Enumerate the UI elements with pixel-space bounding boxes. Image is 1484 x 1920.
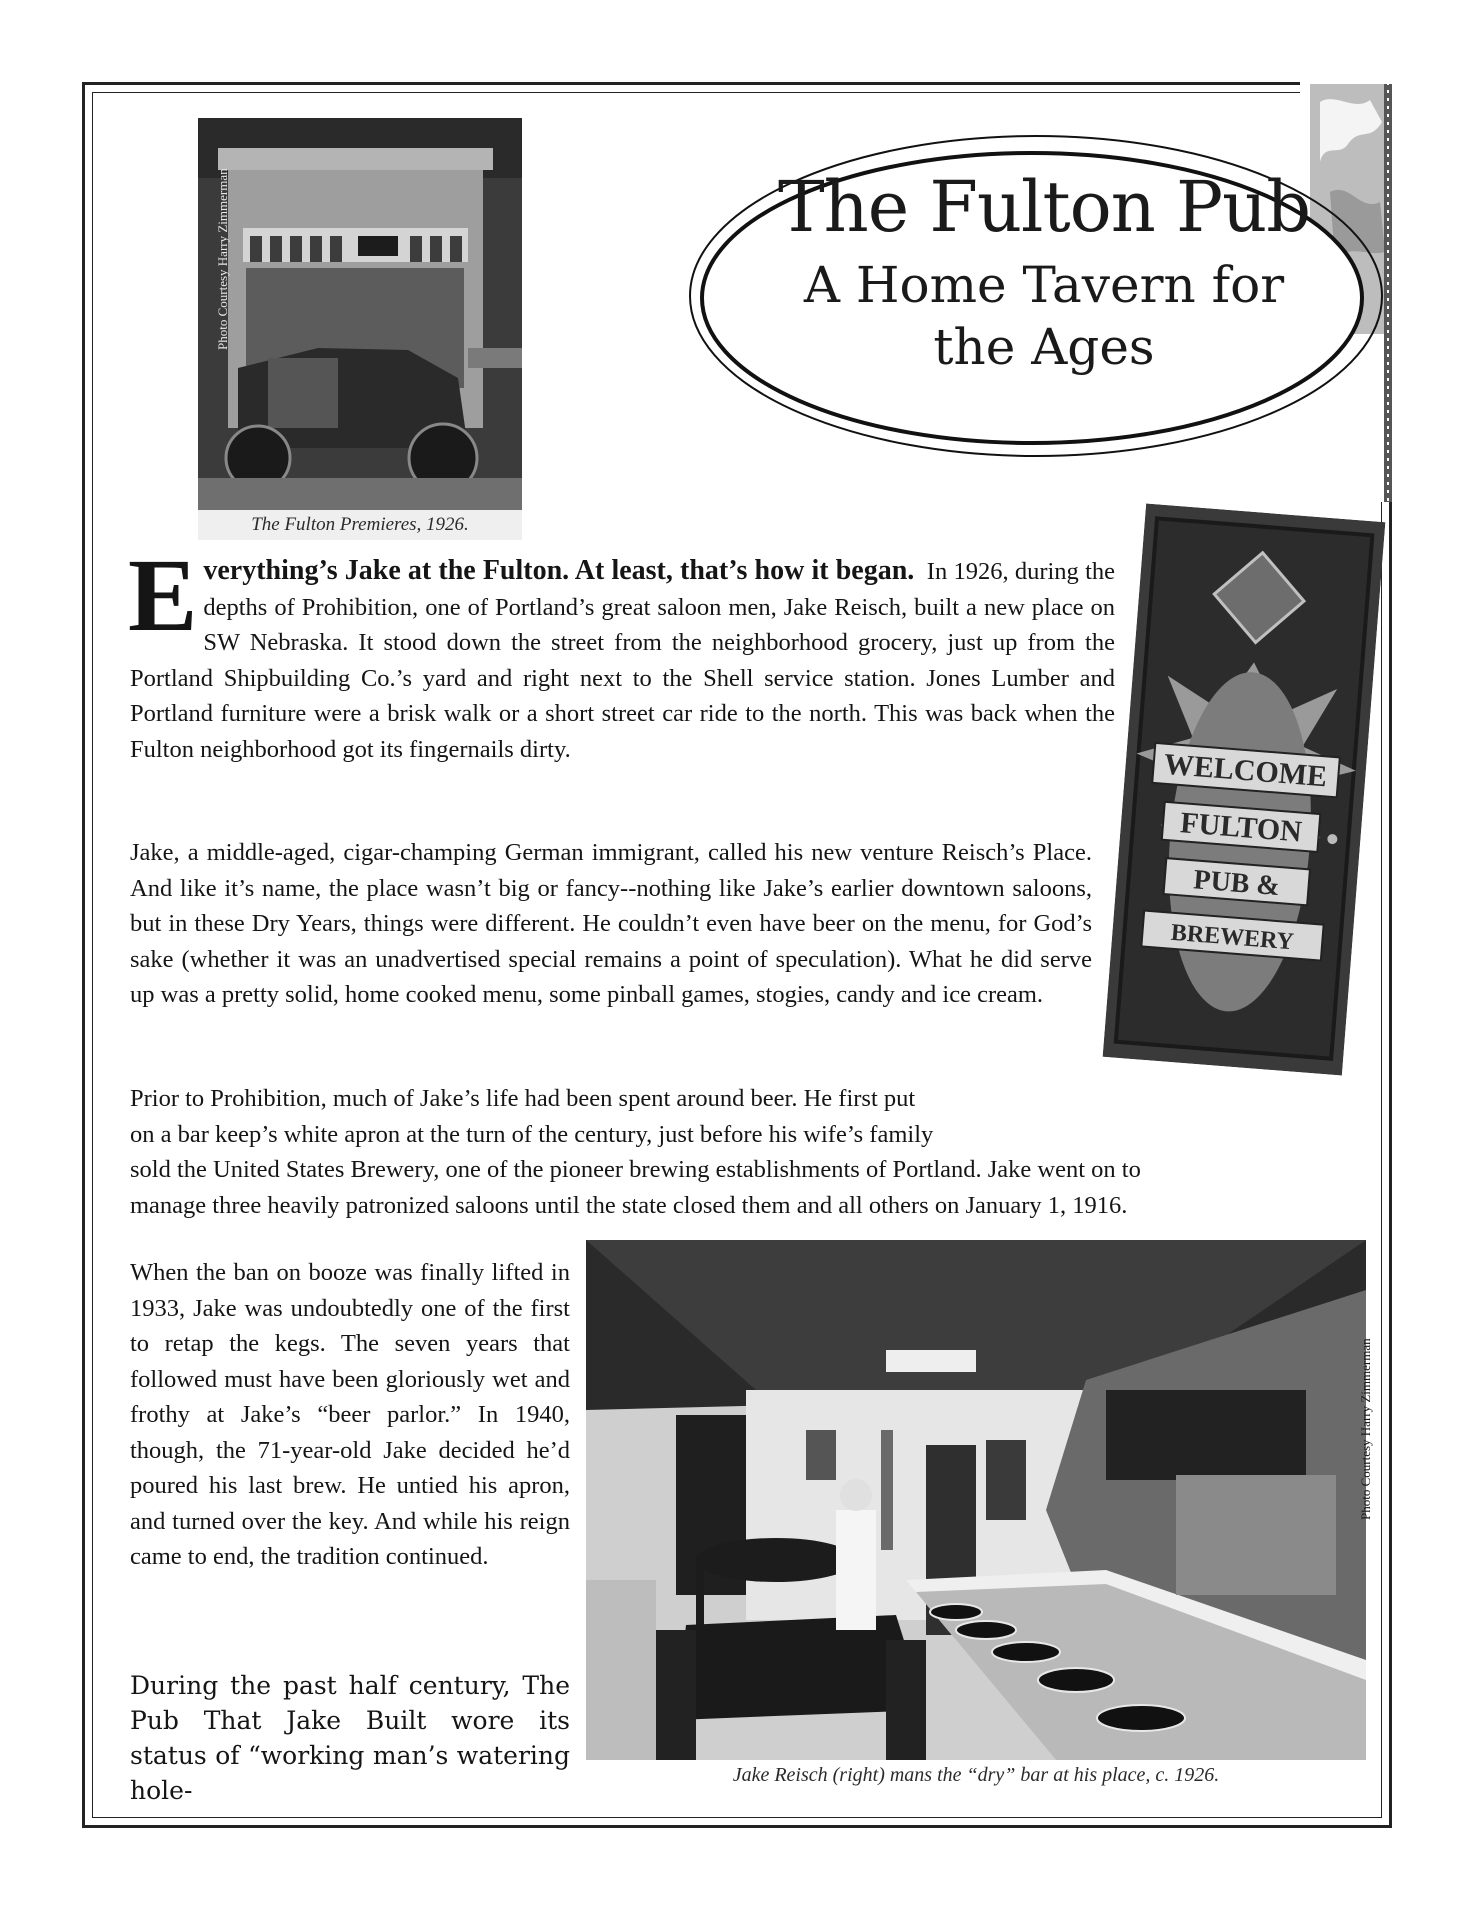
photo-caption-bar: Jake Reisch (right) mans the “dry” bar at his place, c. 1926. — [732, 1764, 1220, 1786]
photo-fulton-1926 — [198, 118, 522, 510]
paragraph-3-line: manage three heavily patronized saloons until the state closed them and all others on January 1, 1916. — [130, 1191, 1128, 1219]
photo-credit-bar: Photo Courtesy Harry Zimmerman — [1358, 1338, 1373, 1520]
paragraph-4: When the ban on booze was finally lifted in 1933, Jake was undoubtedly one of the first to retap the kegs. The seven years that followed must have been gloriously wet and frothy at Jake’s “beer parlor.” In 1940, though, the 71-year-old Jake decided he’d poured his last brew. He untied his apron, and turned over the key. And while his reign came to end, the tradition continued. — [130, 1259, 570, 1570]
photo-caption-top: The Fulton Premieres, 1926. — [198, 510, 522, 540]
subtitle-line1: A Home Tavern for — [803, 256, 1285, 314]
door-sign-pub: PUB & — [1192, 864, 1281, 903]
paragraph-3-line: Prior to Prohibition, much of Jake’s life had been spent around beer. He first put — [130, 1085, 916, 1112]
photo-credit-top: Photo Courtesy Harry Zimmerman — [215, 168, 230, 350]
paragraph-3-line: sold the United States Brewery, one of the pioneer brewing establishments of Portland. Jake went on to — [130, 1156, 1141, 1183]
paragraph-3-line: on a bar keep’s white apron at the turn of the century, just before his wife’s family — [130, 1120, 934, 1148]
subtitle-line2: the Ages — [933, 318, 1155, 376]
paragraph-1-text: In 1926, during the depths of Prohibition, one of Portland’s great saloon men, Jake Reisch, built a new place on SW Nebraska. It stood down the street from the neighborhood grocery, just up from the Portland Shipbuilding Co.’s yard and right next to the Shell service station. Jones Lumber and Portland furniture were a brisk walk or a short street car ride to the north. This was back when the Fulton neighborhood got its fingernails dirty. — [130, 558, 1115, 763]
paragraph-5: During the past half century, The Pub That Jake Built wore its status of “working man’s watering hole- — [130, 1671, 570, 1805]
paragraph-1 — [128, 538, 1115, 767]
drop-cap: E — [128, 538, 198, 653]
paragraph-2: Jake, a middle-aged, cigar-champing German immigrant, called his new venture Reisch’s Place. And like it’s name, the place wasn’t big or fancy--nothing like Jake’s earlier downtown saloons, but in these Dry Years, things were different. He couldn’t even have beer on the menu, for God’s sake (whether it was an unadvertised special remains a point of speculation). What he did serve up was a pretty solid, home cooked menu, some pinball games, stogies, candy and ice cream. — [130, 839, 1092, 1008]
door-sign-welcome: WELCOME — [1162, 747, 1329, 794]
title-block — [676, 160, 1382, 378]
door-sign-brewery: BREWERY — [1169, 919, 1295, 956]
lead-sentence: verything’s Jake at the Fulton. At least, that’s how it began. — [203, 555, 915, 586]
paragraph-3 — [130, 1081, 1356, 1223]
photo-welcome-door — [1103, 503, 1386, 1075]
photo-bar-interior — [586, 1240, 1373, 1760]
door-sign-fulton: FULTON — [1179, 806, 1303, 849]
page-title: The Fulton Pub — [777, 166, 1311, 248]
